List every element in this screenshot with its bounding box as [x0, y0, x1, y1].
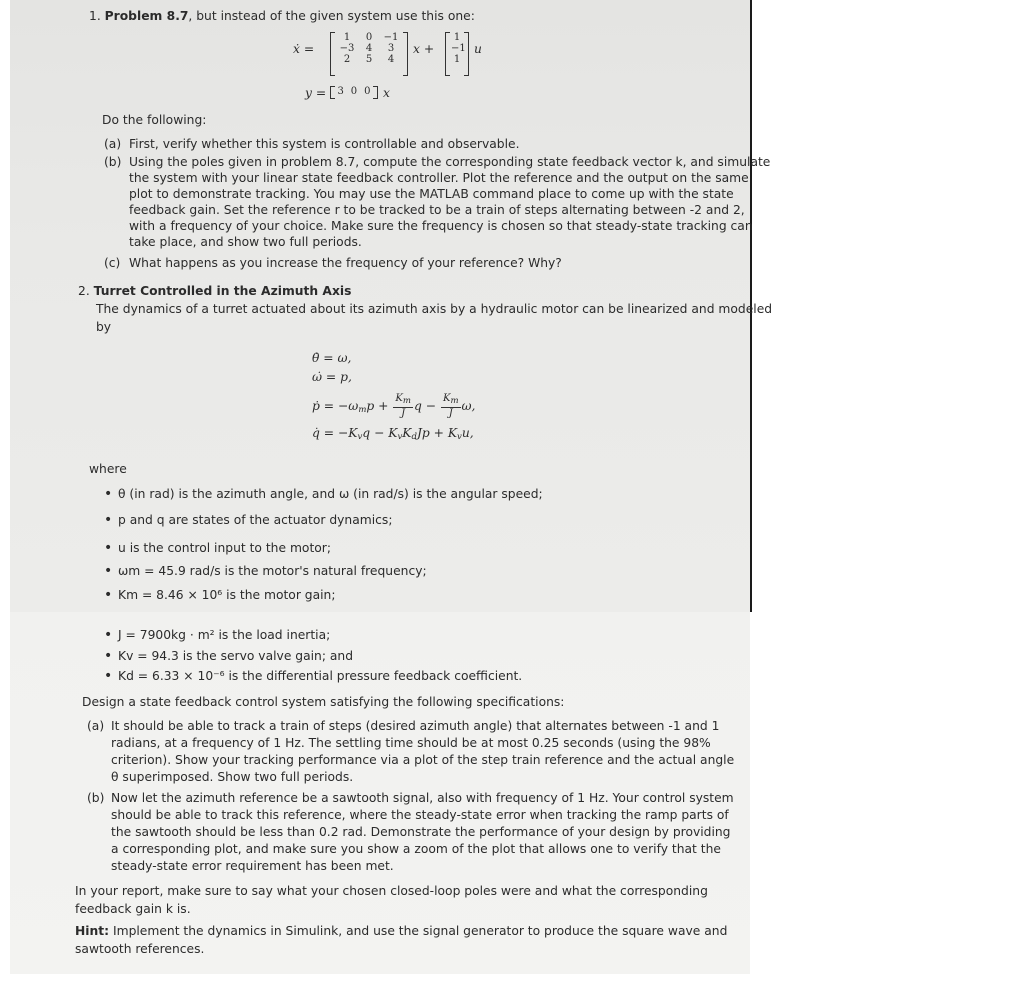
bullet-dot: • — [104, 648, 113, 664]
fraction: $\frac{K_m}{J}$ — [442, 393, 459, 419]
matrix-B: 1 −1 1 — [445, 32, 469, 76]
bullet-item: u is the control input to the motor; — [118, 541, 331, 555]
p1-b-line: Using the poles given in problem 8.7, compute the corresponding state feedback vector k, and simulate — [129, 155, 771, 169]
p1-a-label: (a) — [104, 137, 122, 151]
problem-2-heading — [78, 284, 351, 299]
hint-label: Hint: — [75, 924, 110, 938]
y-label: y = — [305, 86, 327, 100]
equation-theta: θ̇ = ω, — [312, 351, 352, 365]
bullet-item: Kv = 94.3 is the servo valve gain; and — [118, 649, 354, 663]
p1-b-line: plot to demonstrate tracking. You may use the MATLAB command place to come up with the state — [129, 187, 734, 201]
matrix-A-row: 2 5 4 — [343, 54, 395, 65]
matrix-A-row: 1 0 −1 — [343, 32, 399, 43]
do-following: Do the following: — [102, 113, 207, 127]
problem-ref: Problem 8.7 — [104, 9, 189, 23]
bullet-item: Kd = 6.33 × 10⁻⁶ is the differential pressure feedback coefficient. — [118, 669, 523, 683]
xdot-label: ẋ = — [293, 42, 315, 56]
p2-a-line: θ superimposed. Show two full periods. — [111, 770, 354, 784]
p1-b-line: take place, and show two full periods. — [129, 235, 362, 249]
equation-omega: ω̇ = p, — [312, 370, 352, 384]
p2-a-label: (a) — [87, 719, 105, 733]
bullet-dot: • — [104, 486, 113, 502]
problem-2-title: Turret Controlled in the Azimuth Axis — [93, 284, 352, 298]
bullet-dot: • — [104, 540, 113, 556]
plus-x: x + — [413, 42, 435, 56]
bullet-item: θ (in rad) is the azimuth angle, and ω (in rad/s) is the angular speed; — [118, 487, 543, 501]
report-line: In your report, make sure to say what your chosen closed-loop poles were and what the corresponding — [75, 884, 708, 898]
equation-q: q̇ = $-K_vq - K_vK_dJp + K_vu$, — [312, 426, 474, 442]
problem-2-number: 2. — [78, 284, 90, 298]
hint-line: sawtooth references. — [75, 942, 205, 956]
p2-intro: The dynamics of a turret actuated about its azimuth axis by a hydraulic motor can be linearized and modeled — [96, 302, 773, 316]
problem-1-heading — [89, 9, 475, 24]
C-x: x — [383, 86, 390, 100]
where-label: where — [89, 462, 127, 476]
p1-c-label: (c) — [104, 256, 121, 270]
bullet-dot: • — [104, 587, 113, 603]
bullet-item: Km = 8.46 × 10⁶ is the motor gain; — [118, 588, 336, 602]
problem-1-number: 1. — [89, 9, 101, 23]
hint-text: Implement the dynamics in Simulink, and use the signal generator to produce the square wave and — [109, 924, 728, 938]
bullet-item: p and q are states of the actuator dynamics; — [118, 513, 393, 527]
p1-b-line: with a frequency of your choice. Make sure the frequency is chosen so that steady-state tracking can — [129, 219, 753, 233]
matrix-C: 3 0 0 — [330, 86, 378, 99]
problem-1-intro: , but instead of the given system use this one: — [188, 9, 475, 23]
p1-b-line: feedback gain. Set the reference r to be tracked to be a train of steps alternating between -2 and 2, — [129, 203, 745, 217]
matrix-A — [330, 32, 408, 76]
p1-c-text: What happens as you increase the frequency of your reference? Why? — [129, 256, 562, 270]
fraction: $\frac{K_m}{J}$ — [395, 393, 411, 419]
p2-b-line: steady-state error requirement has been met. — [111, 859, 394, 873]
p2-b-line: a corresponding plot, and make sure you show a zoom of the plot that allows one to verify that the — [111, 842, 721, 856]
design-statement: Design a state feedback control system satisfying the following specifications: — [82, 695, 565, 709]
equation-p: ṗ = $-\omega_mp$ + $\frac{K_m}{J}$ q − $\frac{K_m}{J}$ ω, — [312, 393, 476, 419]
bullet-dot: • — [104, 668, 113, 684]
p2-b-line: Now let the azimuth reference be a sawtooth signal, also with frequency of 1 Hz. Your control system — [111, 791, 734, 805]
p2-a-line: radians, at a frequency of 1 Hz. The settling time should be at most 0.25 seconds (using the 98% — [111, 736, 711, 750]
p2-b-line: should be able to track this reference, where the steady-state error when tracking the ramp parts of — [111, 808, 729, 822]
report-line: feedback gain k is. — [75, 902, 191, 916]
p1-a-text: First, verify whether this system is controllable and observable. — [129, 137, 520, 151]
bullet-item: ωm = 45.9 rad/s is the motor's natural frequency; — [118, 564, 427, 578]
matrix-A-row: −3 4 3 — [339, 43, 395, 54]
u-symbol: u — [474, 42, 482, 56]
p2-b-line: the sawtooth should be less than 0.2 rad. Demonstrate the performance of your design by providing — [111, 825, 731, 839]
bullet-dot: • — [104, 512, 113, 528]
p2-intro: by — [96, 320, 112, 334]
hint-line — [75, 924, 727, 939]
bullet-item: J = 7900kg · m² is the load inertia; — [118, 628, 331, 642]
p2-a-line: criterion). Show your tracking performance via a plot of the step train reference and the actual angle — [111, 753, 735, 767]
bullet-dot: • — [104, 563, 113, 579]
p1-b-label: (b) — [104, 155, 122, 169]
p1-b-line: the system with your linear state feedback controller. Plot the reference and the output on the same — [129, 171, 749, 185]
bullet-dot: • — [104, 627, 113, 643]
p2-a-line: It should be able to track a train of steps (desired azimuth angle) that alternates between -1 and 1 — [111, 719, 720, 733]
p2-b-label: (b) — [87, 791, 105, 805]
